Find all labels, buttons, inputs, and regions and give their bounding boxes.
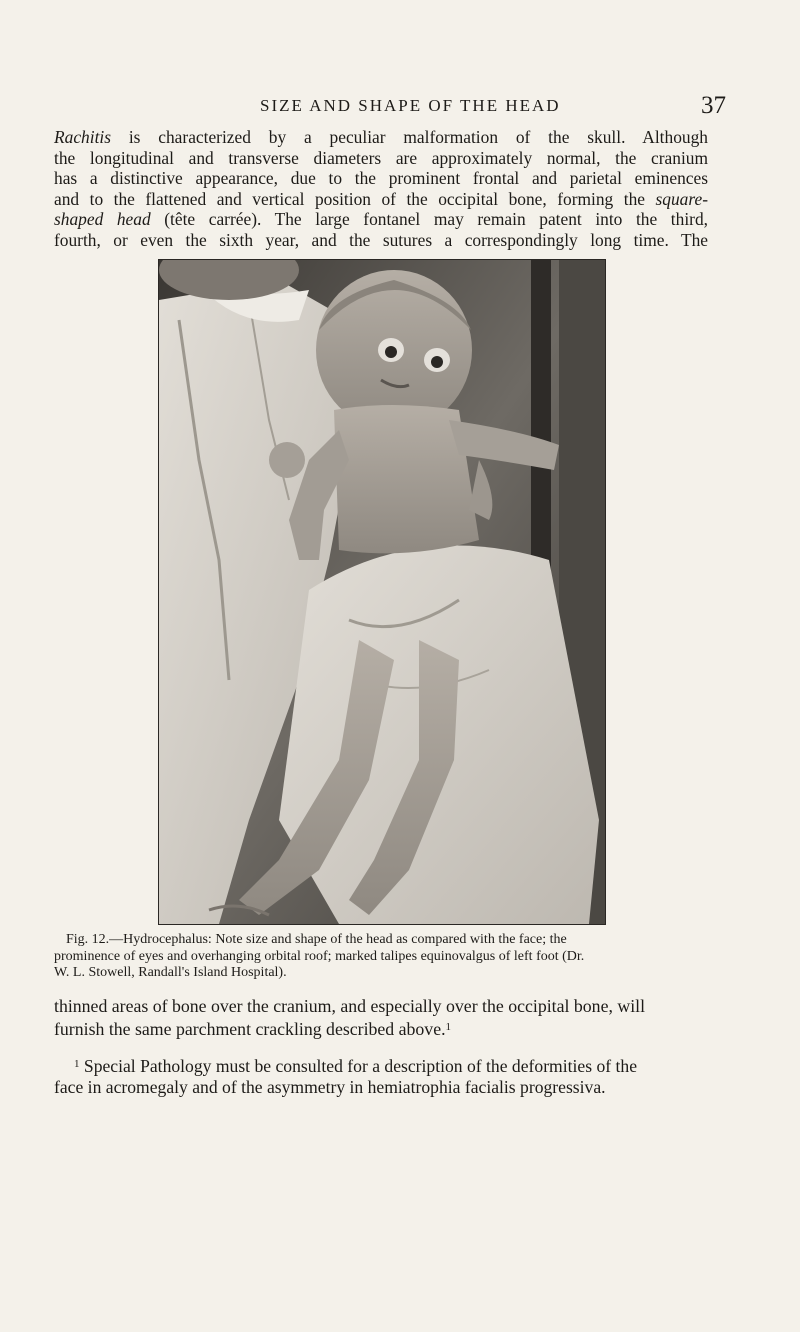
page-number: 37 bbox=[701, 92, 726, 119]
text-line bbox=[54, 230, 708, 251]
footnote bbox=[54, 1054, 714, 1098]
running-title: SIZE AND SHAPE OF THE HEAD bbox=[260, 96, 561, 115]
text-line bbox=[54, 148, 708, 169]
figure-photograph bbox=[158, 259, 606, 925]
text-line bbox=[54, 189, 708, 210]
caption-line: Fig. 12.—Hydrocephalus: Note size and shape of the head as compared with the face; the bbox=[66, 932, 567, 947]
italic-term: Rachitis bbox=[54, 127, 111, 147]
photo-illustration bbox=[159, 260, 605, 924]
text-line bbox=[54, 1017, 708, 1040]
footnote-line: face in acromegaly and of the asymmetry in hemiatrophia facialis progressiva. bbox=[54, 1077, 606, 1097]
text-span: has a distinctive appearance, due to the prominent frontal and parietal eminences bbox=[54, 168, 708, 188]
text-span: fourth, or even the sixth year, and the sutures a correspondingly long time. The bbox=[54, 229, 708, 250]
footnote-mark: 1 bbox=[74, 1058, 80, 1070]
caption-line: W. L. Stowell, Randall's Island Hospital). bbox=[54, 965, 287, 980]
italic-term: shaped head bbox=[54, 209, 151, 229]
footnote-reference: 1 bbox=[445, 1021, 452, 1033]
footnote-line bbox=[54, 1054, 714, 1077]
text-span: and to the flattened and vertical position of the occipital bone, forming the bbox=[54, 188, 656, 209]
text-span: Special Pathology must be consulted for a description of the deformities of the bbox=[83, 1056, 638, 1076]
text-span: is characterized by a peculiar malformation of the skull. Although bbox=[111, 127, 708, 147]
text-line bbox=[54, 209, 708, 230]
text-span: furnish the same parchment crackling described above. bbox=[54, 1019, 446, 1039]
text-line bbox=[54, 168, 708, 189]
caption-line: prominence of eyes and overhanging orbital roof; marked talipes equinovalgus of left foot (Dr. bbox=[54, 948, 585, 964]
running-head bbox=[230, 92, 726, 126]
italic-term: square- bbox=[655, 188, 708, 209]
text-line: thinned areas of bone over the cranium, and especially over the occipital bone, will bbox=[54, 996, 646, 1016]
paragraph-rachitis bbox=[54, 127, 708, 250]
text-span: the longitudinal and transverse diameters are approximately normal, the cranium bbox=[54, 147, 708, 168]
text-span: (tête carrée). The large fontanel may remain patent into the third, bbox=[150, 209, 708, 229]
paragraph-continuation bbox=[54, 996, 708, 1040]
text-line bbox=[54, 127, 708, 148]
figure-caption bbox=[54, 932, 710, 982]
